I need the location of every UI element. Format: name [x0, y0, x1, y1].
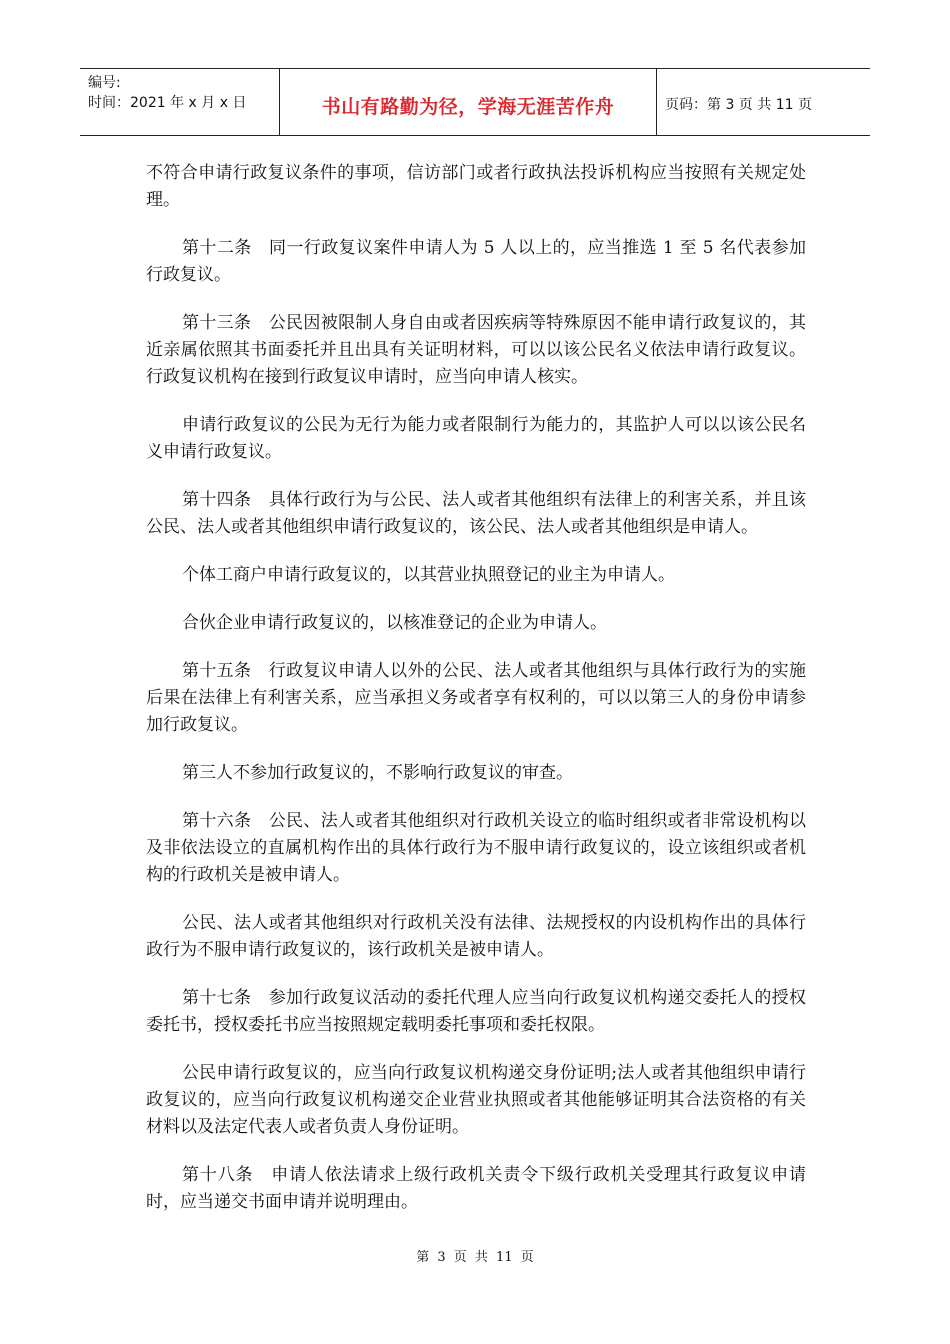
- paragraph: 不符合申请行政复议条件的事项，信访部门或者行政执法投诉机构应当按照有关规定处理。: [146, 163, 806, 210]
- page-header: [80, 68, 870, 136]
- paragraph: 第十七条 参加行政复议活动的委托代理人应当向行政复议机构递交委托人的授权委托书，授权委托书应当按照规定载明委托事项和委托权限。: [146, 988, 806, 1035]
- paragraph: 第十三条 公民因被限制人身自由或者因疾病等特殊原因不能申请行政复议的，其近亲属依照其书面委托并且出具有关证明材料，可以以该公民名义依法申请行政复议。行政复议机构在接到行政复议申请时，应当向申请人核实。: [146, 313, 806, 387]
- paragraph: 第十二条 同一行政复议案件申请人为 5 人以上的，应当推选 1 至 5 名代表参加行政复议。: [146, 238, 806, 285]
- page-footer: 第 3 页 共 11 页: [416, 1250, 534, 1265]
- paragraph: 第十四条 具体行政行为与公民、法人或者其他组织有法律上的利害关系，并且该公民、法人或者其他组织申请行政复议的，该公民、法人或者其他组织是申请人。: [146, 490, 806, 537]
- paragraph: 第十六条 公民、法人或者其他组织对行政机关设立的临时组织或者非常设机构以及非依法设立的直属机构作出的具体行政行为不服申请行政复议的，设立该组织或者机构的行政机关是被申请人。: [146, 811, 806, 885]
- document-number-label: 编号:: [88, 75, 121, 91]
- paragraph: 公民、法人或者其他组织对行政机关没有法律、法规授权的内设机构作出的具体行政行为不服申请行政复议的，该行政机关是被申请人。: [146, 913, 806, 960]
- paragraph: 第十五条 行政复议申请人以外的公民、法人或者其他组织与具体行政行为的实施后果在法律上有利害关系，应当承担义务或者享有权利的，可以以第三人的身份申请参加行政复议。: [146, 661, 806, 735]
- document-body: [146, 160, 806, 1237]
- paragraph: 申请行政复议的公民为无行为能力或者限制行为能力的，其监护人可以以该公民名义申请行政复议。: [146, 415, 806, 462]
- header-meta: [80, 69, 280, 135]
- header-page-info: 页码：第 3 页 共 11 页: [665, 97, 812, 113]
- paragraph: 合伙企业申请行政复议的，以核准登记的企业为申请人。: [182, 613, 607, 633]
- paragraph: 第三人不参加行政复议的，不影响行政复议的审查。: [182, 763, 573, 783]
- header-motto: 书山有路勤为径，学海无涯苦作舟: [280, 69, 657, 135]
- paragraph: 个体工商户申请行政复议的，以其营业执照登记的业主为申请人。: [182, 565, 675, 585]
- paragraph: 公民申请行政复议的，应当向行政复议机构递交身份证明;法人或者其他组织申请行政复议的，应当向行政复议机构递交企业营业执照或者其他能够证明其合法资格的有关材料以及法定代表人或者负责人身份证明。: [146, 1063, 806, 1137]
- document-date: 时间：2021 年 x 月 x 日: [88, 95, 247, 111]
- paragraph: 第十八条 申请人依法请求上级行政机关责令下级行政机关受理其行政复议申请时，应当递交书面申请并说明理由。: [146, 1165, 806, 1212]
